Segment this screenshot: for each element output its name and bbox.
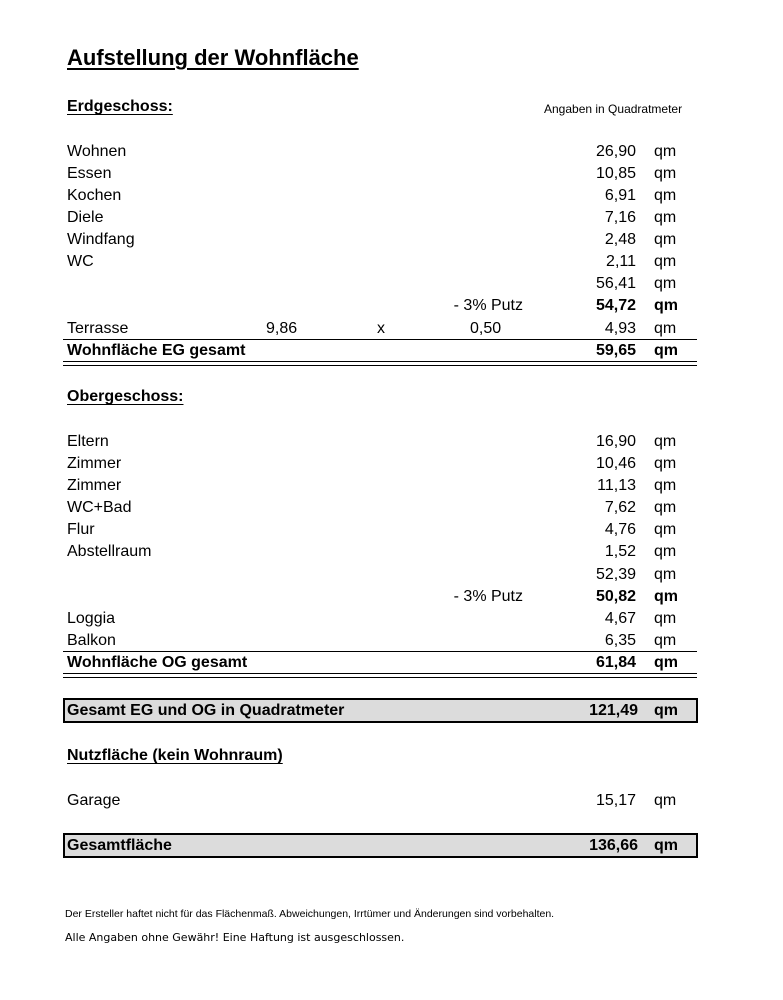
room-label: Flur	[67, 521, 95, 538]
room-unit: qm	[654, 477, 677, 494]
og-total-row	[0, 652, 783, 674]
garage-unit: qm	[654, 792, 677, 809]
table-row	[0, 251, 783, 273]
putz-unit: qm	[654, 588, 678, 605]
room-label: Zimmer	[67, 455, 122, 472]
terrasse-value: 4,93	[604, 320, 636, 337]
room-value: 7,16	[604, 209, 636, 226]
terrasse-row	[0, 318, 783, 340]
room-label: Diele	[67, 209, 104, 226]
og-subtotal-row	[0, 564, 783, 586]
grand-total-box	[63, 833, 698, 858]
room-label: Wohnen	[67, 143, 127, 160]
room-value: 6,91	[604, 187, 636, 204]
table-row	[0, 519, 783, 541]
terrasse-factor: 0,50	[470, 320, 502, 337]
eg-total-value: 59,65	[595, 342, 636, 359]
room-unit: qm	[654, 455, 677, 472]
grand-total-value: 136,66	[589, 837, 638, 854]
table-row	[0, 229, 783, 251]
room-value: 26,90	[595, 143, 636, 160]
terrasse-area: 9,86	[266, 320, 298, 337]
garage-value: 15,17	[595, 792, 636, 809]
room-unit: qm	[654, 187, 677, 204]
double-divider	[63, 673, 697, 678]
room-value: 16,90	[595, 433, 636, 450]
room-unit: qm	[654, 231, 677, 248]
total-eg-og-unit: qm	[654, 702, 678, 719]
extra-label: Loggia	[67, 610, 116, 627]
extra-value: 6,35	[604, 632, 636, 649]
table-row	[0, 497, 783, 519]
room-unit: qm	[654, 143, 677, 160]
putz-value: 50,82	[595, 588, 636, 605]
eg-putz-row	[0, 295, 783, 317]
extra-label: Balkon	[67, 632, 116, 649]
putz-value: 54,72	[595, 297, 636, 314]
room-value: 4,76	[604, 521, 636, 538]
eg-total-row	[0, 340, 783, 362]
room-value: 1,52	[604, 543, 636, 560]
table-row	[0, 453, 783, 475]
eg-subtotal-row	[0, 273, 783, 295]
table-row	[0, 185, 783, 207]
subtotal-value: 52,39	[595, 566, 636, 583]
total-eg-og-value: 121,49	[589, 702, 638, 719]
eg-heading: Erdgeschoss:	[67, 98, 173, 115]
room-label: Zimmer	[67, 477, 122, 494]
og-heading: Obergeschoss:	[67, 388, 184, 405]
room-value: 7,62	[604, 499, 636, 516]
terrasse-label: Terrasse	[67, 320, 129, 337]
table-row	[0, 431, 783, 453]
room-label: Abstellraum	[67, 543, 152, 560]
table-row	[0, 163, 783, 185]
double-divider	[63, 361, 697, 366]
units-note: Angaben in Quadratmeter	[544, 102, 683, 116]
disclaimer-line-2: Alle Angaben ohne Gewähr! Eine Haftung ist ausgeschlossen.	[65, 931, 405, 944]
room-unit: qm	[654, 499, 677, 516]
table-row	[0, 630, 783, 652]
terrasse-unit: qm	[654, 320, 677, 337]
room-unit: qm	[654, 543, 677, 560]
room-label: Eltern	[67, 433, 109, 450]
room-unit: qm	[654, 165, 677, 182]
disclaimer-line-1: Der Ersteller haftet nicht für das Flächenmaß. Abweichungen, Irrtümer und Änderungen sind vorbehalten.	[65, 908, 555, 920]
room-value: 2,48	[604, 231, 636, 248]
room-unit: qm	[654, 209, 677, 226]
putz-label: - 3% Putz	[453, 588, 523, 605]
extra-unit: qm	[654, 610, 677, 627]
table-row	[0, 141, 783, 163]
room-value: 11,13	[597, 477, 636, 494]
table-row	[0, 790, 783, 812]
table-row	[0, 475, 783, 497]
og-total-label: Wohnfläche OG gesamt	[67, 654, 248, 671]
grand-total-label: Gesamtfläche	[67, 837, 172, 854]
garage-label: Garage	[67, 792, 121, 809]
room-unit: qm	[654, 253, 677, 270]
room-unit: qm	[654, 433, 677, 450]
extra-unit: qm	[654, 632, 677, 649]
room-value: 2,11	[606, 253, 636, 270]
subtotal-value: 56,41	[595, 275, 636, 292]
putz-unit: qm	[654, 297, 678, 314]
room-value: 10,46	[595, 455, 636, 472]
room-unit: qm	[654, 521, 677, 538]
room-label: Essen	[67, 165, 112, 182]
og-total-value: 61,84	[595, 654, 636, 671]
room-label: Windfang	[67, 231, 135, 248]
table-row	[0, 207, 783, 229]
subtotal-unit: qm	[654, 275, 677, 292]
grand-total-unit: qm	[654, 837, 678, 854]
subtotal-unit: qm	[654, 566, 677, 583]
og-putz-row	[0, 586, 783, 608]
page-title: Aufstellung der Wohnfläche	[67, 45, 359, 70]
eg-total-unit: qm	[654, 342, 678, 359]
table-row	[0, 541, 783, 563]
total-eg-og-label: Gesamt EG und OG in Quadratmeter	[67, 702, 345, 719]
room-label: Kochen	[67, 187, 122, 204]
room-label: WC+Bad	[67, 499, 132, 516]
room-value: 10,85	[595, 165, 636, 182]
putz-label: - 3% Putz	[453, 297, 523, 314]
table-row	[0, 608, 783, 630]
nutzflaeche-heading: Nutzfläche (kein Wohnraum)	[67, 747, 283, 764]
room-label: WC	[67, 253, 94, 270]
extra-value: 4,67	[604, 610, 636, 627]
total-eg-og-box	[63, 698, 698, 723]
og-total-unit: qm	[654, 654, 678, 671]
eg-total-label: Wohnfläche EG gesamt	[67, 342, 246, 359]
multiply-sign: x	[377, 320, 385, 337]
